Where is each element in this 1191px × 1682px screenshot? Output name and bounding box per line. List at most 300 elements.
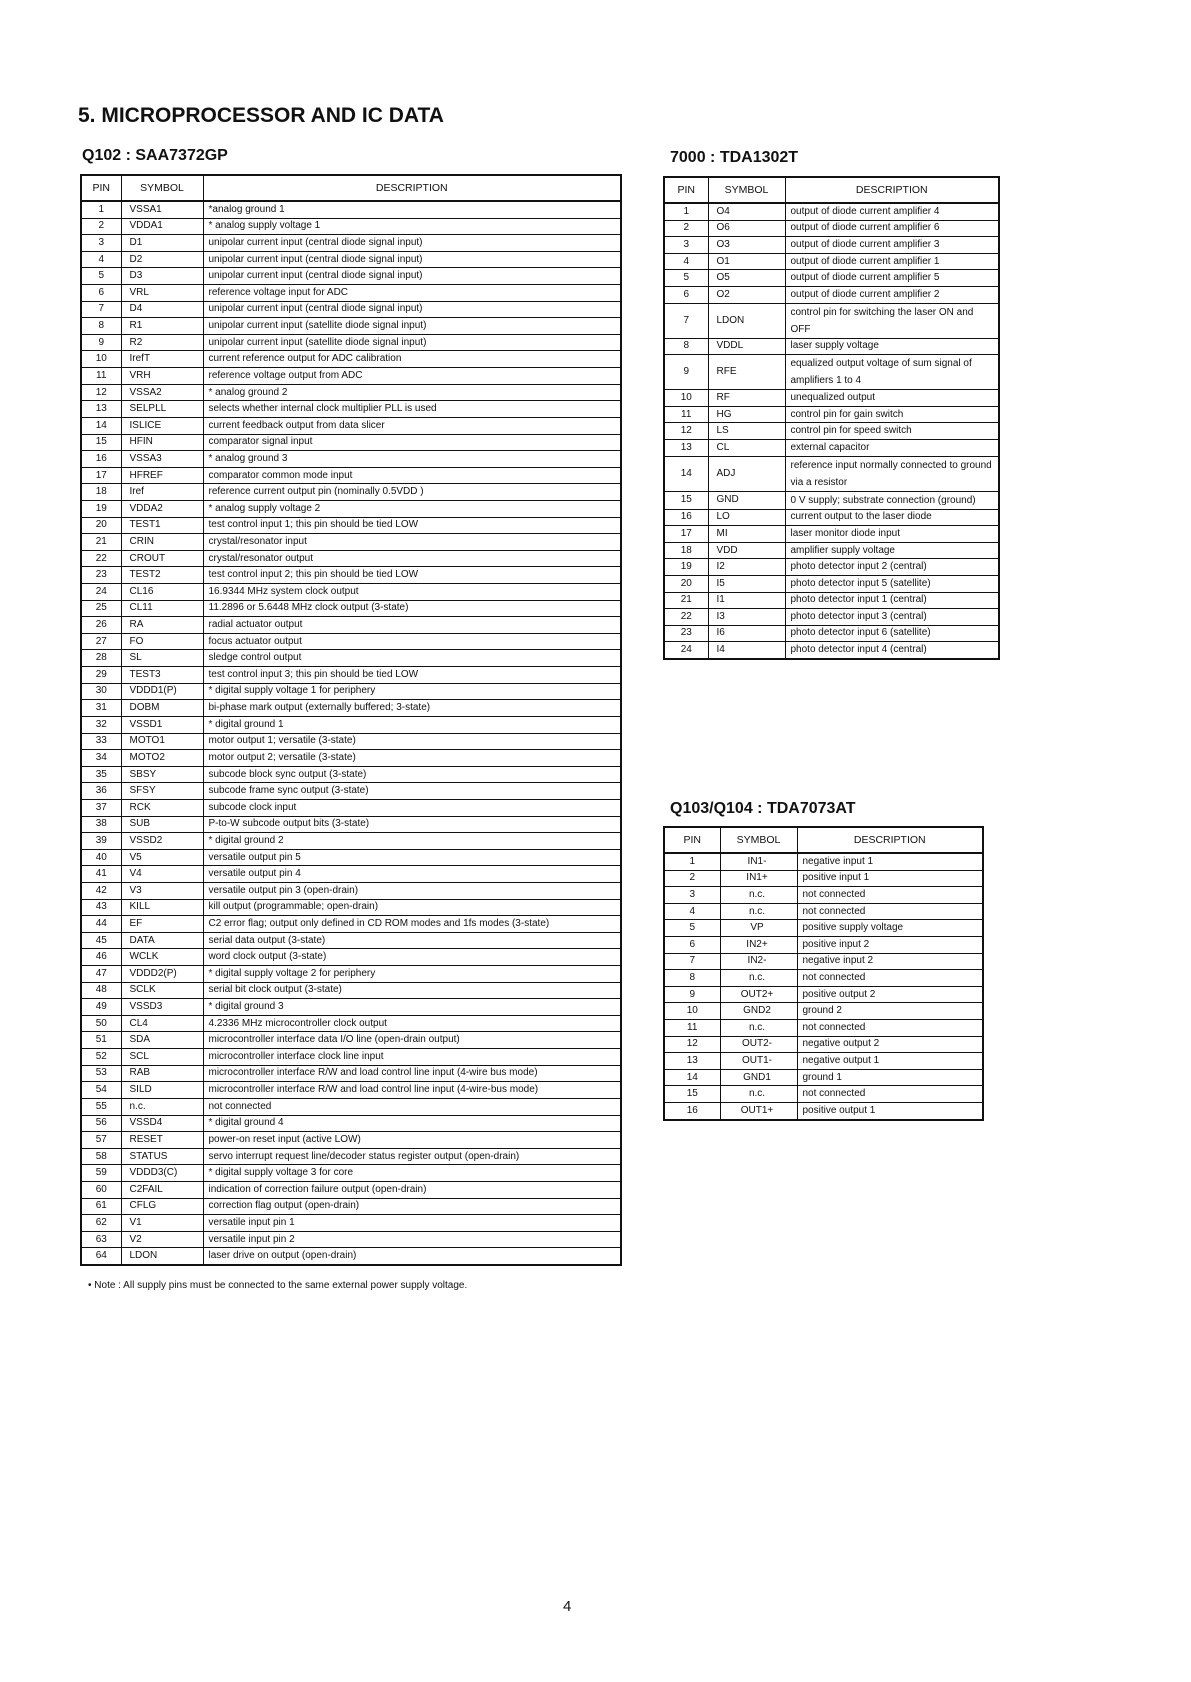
pin-description: reference voltage input for ADC — [203, 285, 621, 302]
pin-description: negative input 1 — [797, 853, 983, 870]
table-row — [81, 268, 621, 285]
table-row — [81, 1181, 621, 1198]
pin-symbol: TEST1 — [121, 517, 203, 534]
pin-symbol: VSSA2 — [121, 384, 203, 401]
pin-description: not connected — [797, 1019, 983, 1036]
pin-description: positive output 2 — [797, 986, 983, 1003]
table-row — [81, 667, 621, 684]
pin-symbol: OUT2- — [720, 1036, 797, 1053]
table-row — [81, 866, 621, 883]
pin-number: 19 — [664, 559, 708, 576]
table-row — [81, 1148, 621, 1165]
header-pin: PIN — [664, 177, 708, 203]
pin-description: negative output 1 — [797, 1053, 983, 1070]
pin-number: 28 — [81, 650, 121, 667]
pin-description: unipolar current input (central diode signal input) — [203, 235, 621, 252]
pin-description: positive input 2 — [797, 936, 983, 953]
pin-number: 12 — [664, 1036, 720, 1053]
table-row — [664, 303, 999, 338]
pin-description: photo detector input 4 (central) — [785, 642, 999, 659]
pin-description: negative input 2 — [797, 953, 983, 970]
pin-symbol: SFSY — [121, 783, 203, 800]
pin-symbol: IrefT — [121, 351, 203, 368]
pin-number: 8 — [664, 338, 708, 355]
table-row — [81, 1015, 621, 1032]
pin-symbol: V3 — [121, 882, 203, 899]
pin-description: serial bit clock output (3-state) — [203, 982, 621, 999]
pin-description: versatile output pin 4 — [203, 866, 621, 883]
pin-number: 4 — [664, 253, 708, 270]
pin-number: 6 — [664, 936, 720, 953]
pin-symbol: SCLK — [121, 982, 203, 999]
pin-description: reference voltage output from ADC — [203, 368, 621, 385]
table-row — [664, 642, 999, 659]
table-row — [81, 285, 621, 302]
pin-number: 4 — [664, 903, 720, 920]
table-row — [81, 301, 621, 318]
pin-symbol: n.c. — [121, 1098, 203, 1115]
table-row — [664, 406, 999, 423]
table-row — [81, 1231, 621, 1248]
table-row — [81, 600, 621, 617]
table-row — [81, 750, 621, 767]
pin-number: 15 — [664, 491, 708, 509]
pin-symbol: VDDD3(C) — [121, 1165, 203, 1182]
table-row — [81, 517, 621, 534]
pin-symbol: WCLK — [121, 949, 203, 966]
pin-number: 26 — [81, 617, 121, 634]
pin-symbol: SBSY — [121, 766, 203, 783]
table-row — [664, 1019, 983, 1036]
pin-number: 53 — [81, 1065, 121, 1082]
pin-number: 7 — [664, 303, 708, 338]
table-row — [664, 575, 999, 592]
pin-symbol: ADJ — [708, 456, 785, 491]
pin-description: *analog ground 1 — [203, 201, 621, 218]
table-row — [81, 1165, 621, 1182]
pin-number: 20 — [81, 517, 121, 534]
table-row — [81, 1032, 621, 1049]
pin-number: 55 — [81, 1098, 121, 1115]
pin-number: 46 — [81, 949, 121, 966]
pin-number: 43 — [81, 899, 121, 916]
table-row — [81, 235, 621, 252]
pin-description: * digital ground 4 — [203, 1115, 621, 1132]
table-row — [664, 286, 999, 303]
header-description: DESCRIPTION — [797, 827, 983, 853]
pin-number: 34 — [81, 750, 121, 767]
pin-symbol: VSSA1 — [121, 201, 203, 218]
pin-symbol: O3 — [708, 237, 785, 254]
pin-number: 12 — [664, 423, 708, 440]
table-row — [664, 953, 983, 970]
pin-number: 51 — [81, 1032, 121, 1049]
pin-description: * digital ground 3 — [203, 999, 621, 1016]
table-row — [81, 1049, 621, 1066]
table-row — [81, 899, 621, 916]
pin-symbol: STATUS — [121, 1148, 203, 1165]
pin-number: 54 — [81, 1082, 121, 1099]
pin-number: 31 — [81, 700, 121, 717]
pin-description: 16.9344 MHz system clock output — [203, 584, 621, 601]
pin-symbol: DOBM — [121, 700, 203, 717]
table-row — [664, 936, 983, 953]
pin-description: positive supply voltage — [797, 920, 983, 937]
table-row — [664, 423, 999, 440]
pin-number: 11 — [81, 368, 121, 385]
pin-number: 40 — [81, 849, 121, 866]
table-row — [81, 484, 621, 501]
pin-number: 30 — [81, 683, 121, 700]
table-row — [81, 633, 621, 650]
table-row — [81, 1132, 621, 1149]
pin-description: negative output 2 — [797, 1036, 983, 1053]
q102-title: Q102 : SAA7372GP — [82, 147, 228, 164]
pin-description: radial actuator output — [203, 617, 621, 634]
table-row — [81, 334, 621, 351]
pin-number: 45 — [81, 932, 121, 949]
pin-number: 1 — [664, 203, 708, 220]
pin-number: 58 — [81, 1148, 121, 1165]
pin-symbol: VDDL — [708, 338, 785, 355]
table-row — [664, 853, 983, 870]
pin-symbol: SL — [121, 650, 203, 667]
table-row — [664, 491, 999, 509]
pin-description: unipolar current input (central diode signal input) — [203, 268, 621, 285]
table-row — [81, 417, 621, 434]
table-row — [81, 833, 621, 850]
pin-description: laser drive on output (open-drain) — [203, 1248, 621, 1265]
pin-description: output of diode current amplifier 5 — [785, 270, 999, 287]
table-row — [81, 401, 621, 418]
pin-number: 2 — [81, 218, 121, 235]
pin-symbol: ISLICE — [121, 417, 203, 434]
pin-description: photo detector input 5 (satellite) — [785, 575, 999, 592]
pin-symbol: VDDD2(P) — [121, 966, 203, 983]
pin-symbol: DATA — [121, 932, 203, 949]
pin-description: reference input normally connected to ground via a resistor — [785, 456, 999, 491]
pin-number: 24 — [81, 584, 121, 601]
pin-symbol: I4 — [708, 642, 785, 659]
pin-symbol: MOTO1 — [121, 733, 203, 750]
pin-description: output of diode current amplifier 4 — [785, 203, 999, 220]
pin-symbol: GND1 — [720, 1069, 797, 1086]
pin-description: motor output 2; versatile (3-state) — [203, 750, 621, 767]
pin-number: 12 — [81, 384, 121, 401]
table-row — [81, 733, 621, 750]
pin-symbol: CL16 — [121, 584, 203, 601]
pin-symbol: n.c. — [720, 970, 797, 987]
supply-note: • Note : All supply pins must be connected to the same external power supply voltage. — [88, 1280, 468, 1291]
pin-number: 52 — [81, 1049, 121, 1066]
pin-number: 33 — [81, 733, 121, 750]
pin-description: unipolar current input (satellite diode signal input) — [203, 318, 621, 335]
table-row — [664, 456, 999, 491]
pin-symbol: n.c. — [720, 903, 797, 920]
pin-number: 50 — [81, 1015, 121, 1032]
table-row — [81, 816, 621, 833]
pin-symbol: HFIN — [121, 434, 203, 451]
pin-number: 39 — [81, 833, 121, 850]
pin-number: 13 — [81, 401, 121, 418]
table-row — [81, 451, 621, 468]
pin-symbol: VRH — [121, 368, 203, 385]
pin-symbol: GND — [708, 491, 785, 509]
pin-description: * digital ground 1 — [203, 716, 621, 733]
pin-symbol: CRIN — [121, 534, 203, 551]
table-row — [81, 1065, 621, 1082]
pin-symbol: I2 — [708, 559, 785, 576]
pin-symbol: O5 — [708, 270, 785, 287]
pin-number: 22 — [81, 550, 121, 567]
pin-symbol: HG — [708, 406, 785, 423]
pin-number: 5 — [81, 268, 121, 285]
pin-number: 21 — [81, 534, 121, 551]
pin-symbol: R1 — [121, 318, 203, 335]
pin-description: positive output 1 — [797, 1102, 983, 1119]
table-row — [664, 986, 983, 1003]
table-row — [81, 617, 621, 634]
table-row — [664, 526, 999, 543]
pin-number: 2 — [664, 220, 708, 237]
pin-symbol: RESET — [121, 1132, 203, 1149]
pin-description: microcontroller interface R/W and load control line input (4-wire bus mode) — [203, 1065, 621, 1082]
pin-symbol: SILD — [121, 1082, 203, 1099]
pin-symbol: n.c. — [720, 1086, 797, 1103]
pin-number: 13 — [664, 439, 708, 456]
table-row — [81, 650, 621, 667]
pin-symbol: VSSD4 — [121, 1115, 203, 1132]
table-row — [81, 384, 621, 401]
table-row — [664, 559, 999, 576]
pin-symbol: VP — [720, 920, 797, 937]
pin-number: 16 — [664, 509, 708, 526]
pin-number: 59 — [81, 1165, 121, 1182]
pin-number: 56 — [81, 1115, 121, 1132]
pin-symbol: FO — [121, 633, 203, 650]
table-row — [664, 592, 999, 609]
table-row — [81, 567, 621, 584]
pin-description: * analog supply voltage 1 — [203, 218, 621, 235]
pin-symbol: I6 — [708, 625, 785, 642]
pin-description: not connected — [203, 1098, 621, 1115]
pin-number: 60 — [81, 1181, 121, 1198]
pin-number: 16 — [81, 451, 121, 468]
pin-number: 41 — [81, 866, 121, 883]
pin-symbol: R2 — [121, 334, 203, 351]
pin-number: 44 — [81, 916, 121, 933]
header-description: DESCRIPTION — [785, 177, 999, 203]
table-row — [664, 355, 999, 390]
pin-description: * analog ground 3 — [203, 451, 621, 468]
pin-description: power-on reset input (active LOW) — [203, 1132, 621, 1149]
table-row — [664, 270, 999, 287]
table-row — [664, 1102, 983, 1119]
pin-number: 27 — [81, 633, 121, 650]
pin-number: 8 — [81, 318, 121, 335]
pin-description: * analog ground 2 — [203, 384, 621, 401]
pin-symbol: D1 — [121, 235, 203, 252]
pin-symbol: D4 — [121, 301, 203, 318]
pin-description: comparator signal input — [203, 434, 621, 451]
table-row — [664, 338, 999, 355]
pin-description: unipolar current input (central diode signal input) — [203, 251, 621, 268]
pin-symbol: V4 — [121, 866, 203, 883]
pin-number: 21 — [664, 592, 708, 609]
pin-number: 14 — [81, 417, 121, 434]
pin-symbol: OUT2+ — [720, 986, 797, 1003]
pin-symbol: Iref — [121, 484, 203, 501]
pin-symbol: O1 — [708, 253, 785, 270]
table-row — [664, 220, 999, 237]
pin-symbol: VSSD1 — [121, 716, 203, 733]
table-row — [81, 550, 621, 567]
pin-symbol: SCL — [121, 1049, 203, 1066]
pin-number: 42 — [81, 882, 121, 899]
pin-number: 3 — [664, 237, 708, 254]
pin-symbol: KILL — [121, 899, 203, 916]
pin-number: 25 — [81, 600, 121, 617]
pin-description: not connected — [797, 903, 983, 920]
pin-description: versatile output pin 3 (open-drain) — [203, 882, 621, 899]
table-row — [664, 542, 999, 559]
table-row — [81, 351, 621, 368]
pin-symbol: IN1- — [720, 853, 797, 870]
table-row — [664, 920, 983, 937]
pin-number: 49 — [81, 999, 121, 1016]
tda7073-title: Q103/Q104 : TDA7073AT — [670, 800, 856, 817]
table-row — [81, 1098, 621, 1115]
pin-description: C2 error flag; output only defined in CD ROM modes and 1fs modes (3-state) — [203, 916, 621, 933]
pin-symbol: SDA — [121, 1032, 203, 1049]
pin-symbol: I5 — [708, 575, 785, 592]
pin-symbol: O4 — [708, 203, 785, 220]
pin-number: 14 — [664, 1069, 720, 1086]
table-row — [664, 903, 983, 920]
pin-description: crystal/resonator output — [203, 550, 621, 567]
table-row — [81, 534, 621, 551]
pin-symbol: LDON — [708, 303, 785, 338]
table-row — [664, 1036, 983, 1053]
table-row — [81, 1115, 621, 1132]
table-row — [81, 982, 621, 999]
pin-description: external capacitor — [785, 439, 999, 456]
pin-symbol: CROUT — [121, 550, 203, 567]
table-row — [664, 609, 999, 626]
pin-number: 23 — [81, 567, 121, 584]
pin-number: 8 — [664, 970, 720, 987]
pin-symbol: CL — [708, 439, 785, 456]
table-row — [81, 1248, 621, 1265]
pin-description: control pin for switching the laser ON and OFF — [785, 303, 999, 338]
pin-description: output of diode current amplifier 6 — [785, 220, 999, 237]
pin-symbol: IN1+ — [720, 870, 797, 887]
pin-symbol: V1 — [121, 1215, 203, 1232]
pin-description: motor output 1; versatile (3-state) — [203, 733, 621, 750]
pin-number: 6 — [81, 285, 121, 302]
pin-description: kill output (programmable; open-drain) — [203, 899, 621, 916]
pin-description: microcontroller interface clock line input — [203, 1049, 621, 1066]
pin-number: 17 — [81, 467, 121, 484]
pin-number: 61 — [81, 1198, 121, 1215]
pin-description: focus actuator output — [203, 633, 621, 650]
pin-number: 1 — [81, 201, 121, 218]
pin-number: 35 — [81, 766, 121, 783]
pin-symbol: VDDA1 — [121, 218, 203, 235]
pin-number: 3 — [81, 235, 121, 252]
pin-description: P-to-W subcode output bits (3-state) — [203, 816, 621, 833]
pin-number: 18 — [664, 542, 708, 559]
table-row — [664, 1086, 983, 1103]
pin-number: 9 — [664, 355, 708, 390]
pin-symbol: OUT1+ — [720, 1102, 797, 1119]
pin-description: subcode block sync output (3-state) — [203, 766, 621, 783]
pin-number: 10 — [664, 1003, 720, 1020]
pin-description: microcontroller interface data I/O line (open-drain output) — [203, 1032, 621, 1049]
pin-number: 29 — [81, 667, 121, 684]
pin-description: reference current output pin (nominally 0.5VDD ) — [203, 484, 621, 501]
pin-description: laser monitor diode input — [785, 526, 999, 543]
pin-description: subcode clock input — [203, 799, 621, 816]
pin-number: 5 — [664, 920, 720, 937]
pin-number: 48 — [81, 982, 121, 999]
page-title: 5. MICROPROCESSOR AND IC DATA — [78, 104, 444, 127]
pin-description: photo detector input 3 (central) — [785, 609, 999, 626]
table-row — [81, 584, 621, 601]
pin-description: subcode frame sync output (3-state) — [203, 783, 621, 800]
pin-number: 16 — [664, 1102, 720, 1119]
table-row — [81, 218, 621, 235]
pin-symbol: IN2- — [720, 953, 797, 970]
pin-number: 32 — [81, 716, 121, 733]
pin-number: 15 — [664, 1086, 720, 1103]
table-row — [81, 766, 621, 783]
header-symbol: SYMBOL — [708, 177, 785, 203]
pin-description: servo interrupt request line/decoder status register output (open-drain) — [203, 1148, 621, 1165]
pin-symbol: SELPLL — [121, 401, 203, 418]
pin-symbol: VDD — [708, 542, 785, 559]
table-row — [81, 318, 621, 335]
pin-number: 36 — [81, 783, 121, 800]
pin-symbol: GND2 — [720, 1003, 797, 1020]
header-symbol: SYMBOL — [121, 175, 203, 201]
table-row — [664, 253, 999, 270]
pin-symbol: n.c. — [720, 887, 797, 904]
pin-description: correction flag output (open-drain) — [203, 1198, 621, 1215]
table-row — [664, 625, 999, 642]
pin-description: ground 1 — [797, 1069, 983, 1086]
pin-number: 6 — [664, 286, 708, 303]
pin-description: unequalized output — [785, 390, 999, 407]
pin-symbol: EF — [121, 916, 203, 933]
pin-description: output of diode current amplifier 2 — [785, 286, 999, 303]
table-row — [81, 1215, 621, 1232]
pin-description: photo detector input 1 (central) — [785, 592, 999, 609]
pin-description: output of diode current amplifier 3 — [785, 237, 999, 254]
table-row — [81, 999, 621, 1016]
pin-description: photo detector input 6 (satellite) — [785, 625, 999, 642]
pin-description: versatile input pin 1 — [203, 1215, 621, 1232]
table-row — [664, 439, 999, 456]
pin-symbol: VDDD1(P) — [121, 683, 203, 700]
pin-description: not connected — [797, 1086, 983, 1103]
pin-symbol: I1 — [708, 592, 785, 609]
pin-number: 57 — [81, 1132, 121, 1149]
pin-description: laser supply voltage — [785, 338, 999, 355]
pin-symbol: n.c. — [720, 1019, 797, 1036]
table-row — [81, 1082, 621, 1099]
pin-symbol: IN2+ — [720, 936, 797, 953]
